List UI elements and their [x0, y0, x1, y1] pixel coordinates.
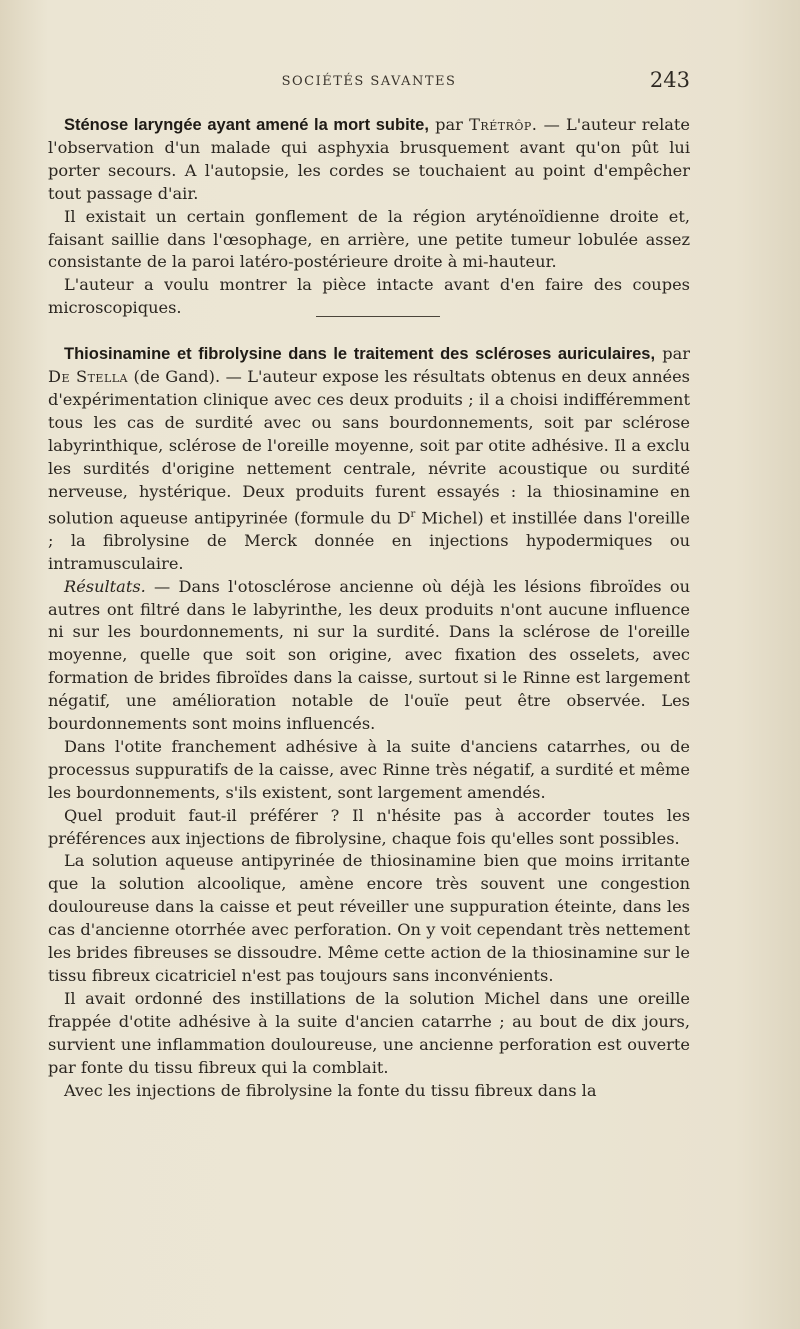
article-2-paragraph: Quel produit faut-il préférer ? Il n'hésite pas à accorder toutes les préférences aux injections de fibrolysine, chaque fois qu'elles sont possibles. [48, 805, 690, 848]
page-header [48, 68, 690, 98]
article-2-author: De Stella [48, 367, 129, 387]
article-2-paragraph: La solution aqueuse antipyrinée de thiosinamine bien que moins irritante que la solution alcoolique, amène encore très souvent une congestion douloureuse dans la caisse et peut réveiller une suppuration éteinte, dans les cas d'ancienne otorrhée avec perforation. On y voit cependant très nettement les brides fibreuses se dissoudre. Même cette action de la thiosinamine sur le tissu fibreux cicatriciel n'est pas toujours sans inconvénients. [48, 851, 690, 986]
article-2-paragraph: Il avait ordonné des instillations de la solution Michel dans une oreille frappée d'otite adhésive à la suite d'ancien catarrhe ; au bout de dix jours, survient une inflammation douloureuse, une ancienne perforation est ouverte par fonte du tissu fibreux qui la comblait. [48, 988, 690, 1077]
article-1-lead-paragraph [48, 114, 690, 206]
article-2-lead-text: — L'auteur expose les résultats obtenus en deux années d'expérimentation clinique avec ces deux produits ; il a choisi indifféremment tous les cas de surdité avec ou sans bourdonnements, soit par sclérose labyrinthique, sclérose de l'oreille moyenne, soit par otite adhésive. Il a exclu les surdités d'origine nettement centrale, névrite acoustique ou surdité nerveuse, hystérique. Deux produits furent essayés : la thiosinamine en solution aqueuse antipyrinée (formule du [48, 367, 690, 527]
article-1-author-prefix: par [435, 115, 463, 134]
running-head: SOCIÉTÉS SAVANTES [281, 74, 457, 89]
article-2-results-paragraph [48, 576, 690, 736]
article-1-paragraph: L'auteur a voulu montrer la pièce intacte avant d'en faire des coupes microscopiques. [48, 275, 690, 318]
article-2-author-prefix: par [662, 344, 690, 364]
article-2-paragraph: Avec les injections de fibrolysine la fonte du tissu fibreux dans la [64, 1080, 597, 1100]
article-1-title: Sténose laryngée ayant amené la mort subite, [64, 116, 429, 134]
page-number: 243 [649, 68, 690, 92]
results-label: Résultats. [64, 576, 146, 596]
doctor-abbreviation: D [397, 507, 411, 527]
section-divider [316, 316, 440, 317]
article-1-paragraph: Il existait un certain gonflement de la région aryténoïdienne droite et, faisant saillie dans l'œsophage, en arrière, une petite tumeur lobulée assez consistante de la paroi latéro-postérieure droite à mi-hauteur. [48, 206, 690, 272]
article-2-author-place: (de Gand). [133, 367, 221, 387]
article-2-lead-text-end: Michel) et instillée dans l'oreille ; la fibrolysine de Merck donnée en injections hypodermiques ou intramusculaire. [48, 507, 690, 573]
article-2-paragraph: Dans l'otite franchement adhésive à la suite d'anciens catarrhes, ou de processus suppuratifs de la caisse, avec Rinne très négatif, a surdité et même les bourdonnements, s'ils existent, sont largement amendés. [48, 736, 690, 802]
article-2-title: Thiosinamine et fibrolysine dans le traitement des scléroses auriculaires, [64, 345, 656, 364]
results-text: — Dans l'otosclérose ancienne où déjà les lésions fibroïdes ou autres ont filtré dans le labyrinthe, les deux produits n'ont aucune influence ni sur les bourdonnements, ni sur la surdité. Dans la sclérose de l'oreille moyenne, quelle que soit son origine, avec fixation des osselets, avec formation de brides fibroïdes dans la caisse, surtout si le Rinne est largement négatif, une amélioration notable de l'ouïe peut être observée. Les bourdonnements sont moins influencés. [48, 576, 690, 734]
doctor-superscript: r [410, 508, 416, 520]
article-2-lead-paragraph [48, 343, 690, 575]
page-body [48, 114, 690, 1102]
article-1-lead-text: — L'auteur relate l'observation d'un malade qui asphyxia brusquement avant qu'on pût lui porter secours. A l'autopsie, les cordes se touchaient au point d'empêcher tout passage d'air. [48, 115, 690, 203]
article-1-author: Trétrôp. [469, 115, 538, 134]
